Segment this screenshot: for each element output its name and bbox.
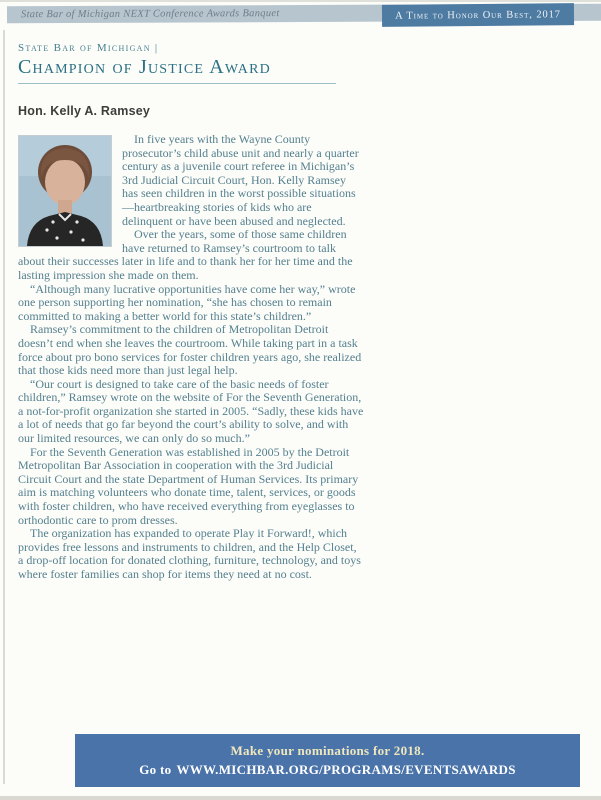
- paragraph: The organization has expanded to operate Play it Forward!, which provides free lessons and instruments to children, and the Help Closet, a drop-off location for donated clothing, furniture, technology, and toys where foster families can shop for items they need at no cost.: [18, 526, 361, 581]
- paragraph: In five years with the Wayne County prosecutor’s child abuse unit and nearly a quarter century as a juvenile court referee in Michigan’s 3rd Judicial Circuit Court, Hon. Kelly Ramsey has seen children in the worst possible situations—heartbreaking stories of kids who are delinquent or have been abused and neglected.: [122, 132, 359, 228]
- scan-edge-left: [3, 30, 5, 784]
- honoree-name: Hon. Kelly A. Ramsey: [18, 104, 151, 118]
- paragraph: For the Seventh Generation was established in 2005 by the Detroit Metropolitan Bar Association in cooperation with the 3rd Judicial Circuit Court and the state Department of Human Services. Its primary aim is matching volunteers who donate time, talent, services, or goods with foster children, who have received everything from eyeglasses to orthodontic care to prom dresses.: [18, 444, 359, 527]
- paragraph: “Our court is designed to take care of the basic needs of foster children,” Ramsey wrote on the website of For the Seventh Generation, a not-for-profit organization she started in 2005. “Sadly, these kids have a lot of needs that go far beyond the court’s ability to solve, and with our limited resources, we can only do so much.”: [18, 376, 364, 446]
- scan-edge-top: [0, 0, 601, 2]
- scan-edge-bottom: [0, 796, 601, 800]
- paragraph: “Although many lucrative opportunities have come her way,” wrote one person supporting her nomination, “she has chosen to remain committed to making a better world for this state’s children.”: [18, 281, 356, 323]
- portrait-photo: [18, 135, 112, 247]
- page-title: Champion of Justice Award: [18, 56, 336, 84]
- article-body: [18, 133, 364, 582]
- header-strip-text: State Bar of Michigan NEXT Conference Awards Banquet: [20, 8, 280, 21]
- paragraph: Over the years, some of those same children have returned to Ramsey’s courtroom to talk about their successes later in life and to thank her for her time and the lasting impression she made on them.: [18, 227, 353, 282]
- nominate-line: Make your nominations for 2018.: [230, 743, 425, 758]
- article-column: [18, 42, 380, 582]
- honor-year-banner: A Time to Honor Our Best, 2017: [382, 3, 574, 27]
- paragraph: Ramsey’s commitment to the children of Metropolitan Detroit doesn’t end when she leaves the courtroom. While taking part in a task force about pro bono services for foster children years ago, she realized that those kids need more than just legal help.: [18, 322, 362, 378]
- go-to-label: Go to: [139, 762, 172, 777]
- footer-banner: [75, 734, 580, 787]
- url-line: [139, 762, 515, 778]
- url-text: WWW.MICHBAR.ORG/PROGRAMS/EVENTSAWARDS: [176, 762, 516, 777]
- kicker: State Bar of Michigan |: [18, 42, 159, 54]
- portrait-photo-graphic: [19, 136, 111, 246]
